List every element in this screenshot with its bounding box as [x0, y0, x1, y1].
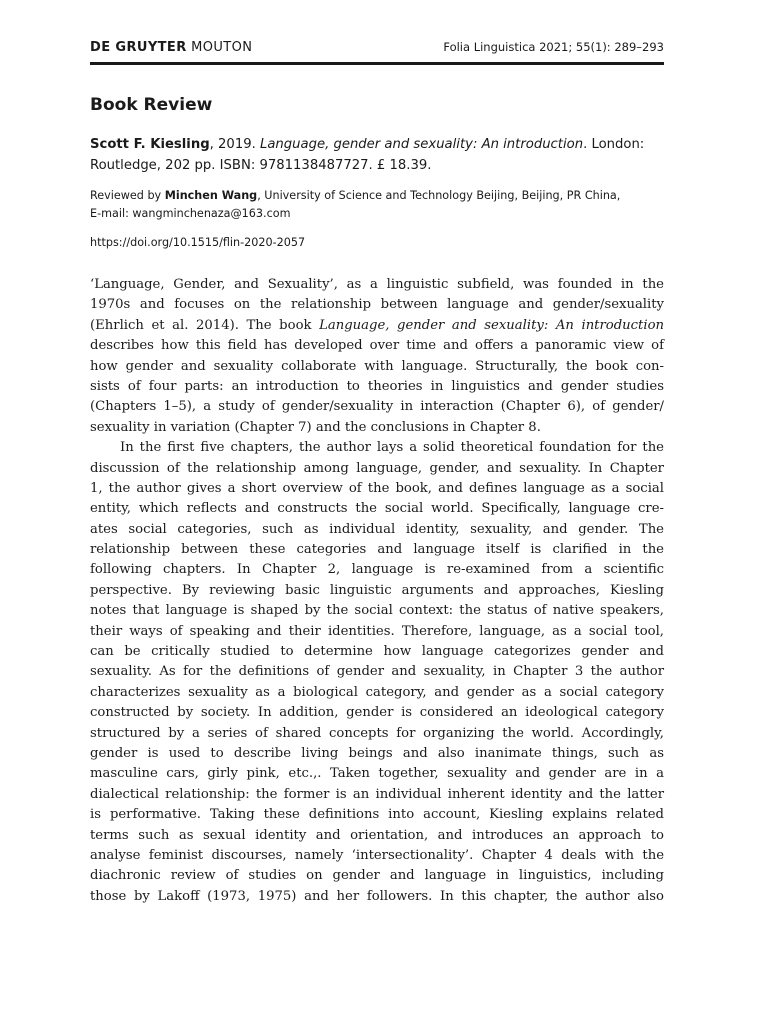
paragraph-2-line: analyse feminist discourses, namely ‘intersectionality’. Chapter 4 deals with the — [90, 847, 664, 863]
paragraph-2-line: structured by a series of shared concepts for organizing the world. Accordingly, — [90, 725, 664, 741]
section-title: Book Review — [90, 95, 213, 115]
paragraph-2-line: their ways of speaking and their identities. Therefore, language, as a social tool, — [90, 623, 664, 639]
paragraph-2-line: notes that language is shaped by the social context: the status of native speakers, — [90, 603, 664, 619]
paragraph-1-line: how gender and sexuality collaborate with language. Structurally, the book con- — [90, 358, 664, 374]
paragraph-2-line: 1, the author gives a short overview of the book, and defines language as a social — [90, 480, 664, 496]
paragraph-1-line: (Ehrlich et al. 2014). The book Language, gender and sexuality: An introduction — [90, 317, 664, 333]
paragraph-2-line: discussion of the relationship among language, gender, and sexuality. In Chapter — [90, 460, 664, 476]
paragraph-1-line: sexuality in variation (Chapter 7) and the conclusions in Chapter 8. — [90, 419, 541, 435]
paragraph-2-line: sexuality. As for the definitions of gender and sexuality, in Chapter 3 the author — [90, 664, 664, 680]
reviewer-email: E-mail: wangminchenaza@163.com — [90, 207, 291, 220]
paragraph-2-line: gender is used to describe living beings and also inanimate things, such as — [90, 745, 664, 761]
paragraph-2-line: is performative. Taking these definitions into account, Kiesling explains related — [90, 807, 664, 823]
paragraph-2-line: terms such as sexual identity and orientation, and introduces an approach to — [90, 827, 664, 843]
journal-citation: Folia Linguistica 2021; 55(1): 289–293 — [443, 40, 664, 54]
review-body — [90, 275, 664, 907]
doi-link[interactable]: https://doi.org/10.1515/flin-2020-2057 — [90, 236, 306, 249]
book-author: Scott F. Kiesling — [90, 137, 210, 152]
header-rule — [90, 62, 664, 65]
paragraph-2-line: can be critically studied to determine how language categorizes gender and — [90, 644, 664, 660]
paragraph-2-line: relationship between these categories and language itself is clarified in the — [90, 542, 664, 558]
book-title-inline: Language, gender and sexuality: An introduction — [319, 317, 664, 333]
paragraph-2-line: constructed by society. In addition, gender is considered an ideological category — [90, 705, 664, 721]
publisher-name: DE GRUYTER MOUTON — [90, 40, 253, 55]
paragraph-1-line: 1970s and focuses on the relationship between language and gender/sexuality — [90, 297, 664, 313]
paragraph-1-line: ‘Language, Gender, and Sexuality’, as a linguistic subfield, was founded in the — [90, 277, 664, 292]
paragraph-2-line: characterizes sexuality as a biological category, and gender as a social category — [90, 684, 664, 700]
paragraph-2-line: diachronic review of studies on gender and language in linguistics, including — [90, 868, 664, 884]
paragraph-2-line: masculine cars, girly pink, etc.,. Taken together, sexuality and gender are in a — [90, 766, 664, 782]
paragraph-2-line: entity, which reflects and constructs the social world. Specifically, language cre- — [90, 501, 664, 517]
reviewer-info: Reviewed by Minchen Wang, University of Science and Technology Beijing, Beijing, PR China, E-mail: wangminchenaza@163.com — [90, 187, 664, 223]
paragraph-2-line: ates social categories, such as individual identity, sexuality, and gender. The — [90, 521, 664, 537]
paragraph-2-line: In the first five chapters, the author lays a solid theoretical foundation for the — [120, 440, 664, 456]
reviewer-name: Minchen Wang — [164, 189, 258, 202]
paragraph-2-line: dialectical relationship: the former is an individual inherent identity and the latter — [90, 786, 664, 802]
paragraph-2-line: perspective. By reviewing basic linguistic arguments and approaches, Kiesling — [90, 582, 664, 598]
book-title: Language, gender and sexuality: An introduction — [260, 137, 584, 152]
paragraph-2-line: following chapters. In Chapter 2, language is re-examined from a scientific — [90, 562, 664, 578]
paragraph-1-line: (Chapters 1–5), a study of gender/sexuality in interaction (Chapter 6), of gender/ — [90, 399, 664, 415]
running-header — [90, 38, 664, 58]
book-citation: Scott F. Kiesling, 2019. Language, gender and sexuality: An introduction. London: Routledge, 202 pp. ISBN: 9781138487727. £ 18.39. — [90, 137, 645, 173]
paragraph-1-line: describes how this field has developed over time and offers a panoramic view of — [90, 338, 664, 354]
paragraph-2-line: those by Lakoff (1973, 1975) and her followers. In this chapter, the author also — [90, 888, 664, 904]
paragraph-1-line: sists of four parts: an introduction to theories in linguistics and gender studies — [90, 378, 664, 394]
